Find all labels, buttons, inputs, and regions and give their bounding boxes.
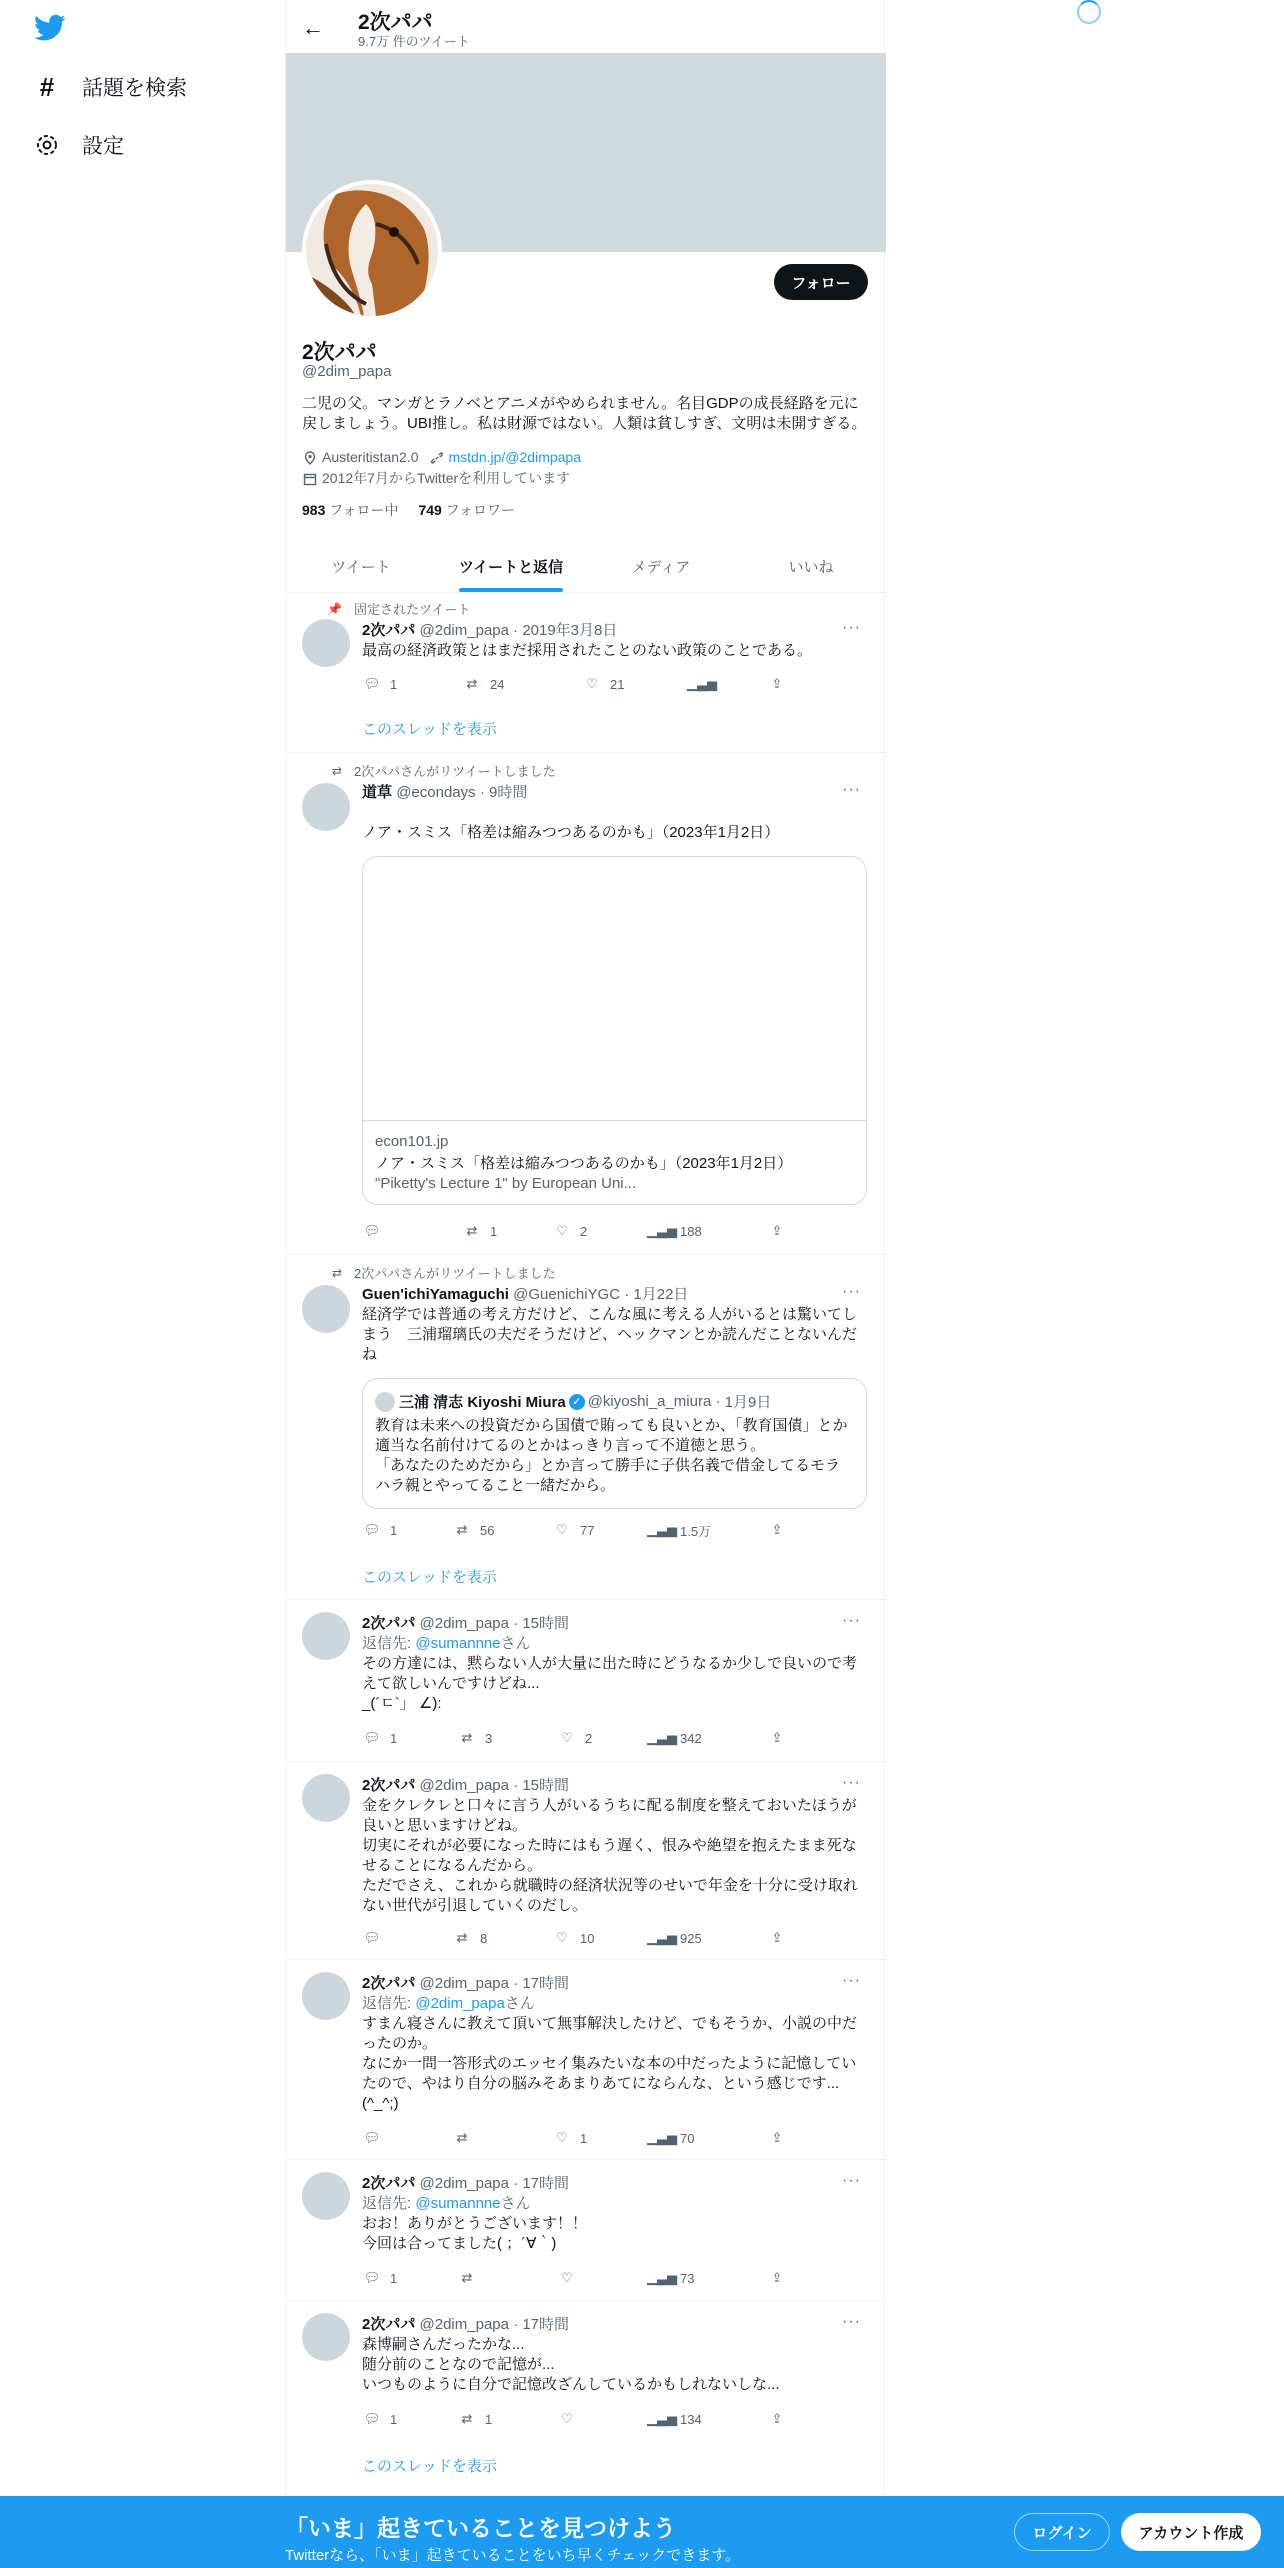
reply-button[interactable]: 💬︎ 1 xyxy=(362,1520,397,1540)
more-options-icon[interactable]: ··· xyxy=(842,1612,861,1629)
tweet-time[interactable]: 17時間 xyxy=(522,2175,569,2192)
tab-tweets[interactable]: ツイート xyxy=(331,558,391,576)
analytics-icon: ▁▃▅ xyxy=(647,1522,677,1537)
tweet-author-handle[interactable]: @2dim_papa xyxy=(419,1615,509,1632)
header-tweet-count: 9.7万 件のツイート xyxy=(358,34,470,49)
tweet-actions xyxy=(362,2409,802,2429)
header-title: 2次パパ xyxy=(358,11,433,34)
share-icon: ⇪ xyxy=(771,1223,783,1238)
reply-icon: 💬︎ xyxy=(363,2411,381,2426)
tweet-item[interactable] xyxy=(286,1762,886,1960)
retweet-button[interactable] xyxy=(452,2128,480,2148)
tweet-text: おお！ありがとうございます！！ 今回は合ってました( ；´∀｀) xyxy=(362,2215,588,2252)
reply-to-label: 返信先: xyxy=(362,2195,416,2212)
more-options-icon[interactable]: ··· xyxy=(842,1972,861,1989)
analytics-icon: ▁▃▅ xyxy=(647,1730,677,1745)
tweet-item[interactable] xyxy=(286,1960,886,2160)
tweet-text: 金をクレクレと口々に言う人がいるうちに配る制度を整えておいたほうが良いと思いますけどね。 切実にそれが必要になった時にはもう遅く、恨みや絶望を抱えたまま死なせることになるんだから。 ただでさえ、これから就職時の経済状況等のせいで年金を十分に受け取れない世代が引退していくのだし。 xyxy=(362,1797,858,1914)
tweet-header: 2次パパ @2dim_papa · 17時間 xyxy=(362,2316,569,2333)
reply-to-handle[interactable]: @2dim_papa xyxy=(415,1995,505,2012)
tweet-author-handle[interactable]: @2dim_papa xyxy=(419,2175,509,2192)
tweet-time[interactable]: 2019年3月8日 xyxy=(522,622,618,639)
signup-prompt-subtitle: Twitterなら、「いま」起きていることをいち早くチェックできます。 xyxy=(285,2547,741,2564)
reply-icon: 💬︎ xyxy=(363,676,381,691)
profile-bio: 二児の父。マンガとラノベとアニメがやめられません。名目GDPの成長経路を元に戻しましょう。UBI推し。私は財源ではない。人類は貧しすぎ、文明は未開すぎる。 xyxy=(302,395,867,432)
heart-icon: ♡ xyxy=(586,676,598,691)
loading-spinner-icon xyxy=(1077,0,1101,24)
quoted-tweet-header: 三浦 清志 Kiyoshi Miura ✓ @kiyoshi_a_miura · 1月9日 xyxy=(375,1391,854,1412)
tweet-author-name[interactable]: Guen'ichiYamaguchi xyxy=(362,1286,509,1303)
back-arrow-icon[interactable]: ← xyxy=(302,15,324,40)
more-options-icon[interactable]: ··· xyxy=(842,2172,861,2189)
tweet-time[interactable]: 17時間 xyxy=(522,2316,569,2333)
heart-icon: ♡ xyxy=(561,1730,573,1745)
reply-icon: 💬︎ xyxy=(363,2270,381,2285)
retweet-button[interactable]: ⇄ 1 xyxy=(462,1221,497,1241)
heart-icon: ♡ xyxy=(556,2130,568,2145)
tweet-text: 森博嗣さんだったかな... 随分前のことなので記憶が... いつものように自分で記憶改ざんしているかもしれないしな... xyxy=(362,2336,780,2393)
heart-icon: ♡ xyxy=(556,1223,568,1238)
reply-to-handle[interactable]: @sumannne xyxy=(415,2195,501,2212)
more-options-icon[interactable]: ··· xyxy=(842,2313,861,2330)
analytics-icon: ▁▃▅ xyxy=(647,2270,677,2285)
avatar[interactable] xyxy=(302,2172,350,2220)
avatar[interactable] xyxy=(302,2313,350,2361)
heart-icon: ♡ xyxy=(561,2270,573,2285)
profile-avatar[interactable] xyxy=(302,180,442,320)
share-icon: ⇪ xyxy=(771,1522,783,1537)
heart-icon: ♡ xyxy=(561,2411,573,2426)
quoted-author-handle: @kiyoshi_a_miura xyxy=(587,1393,712,1410)
tweet-item[interactable] xyxy=(286,593,886,753)
tweet-author-handle[interactable]: @econdays xyxy=(396,784,476,801)
show-thread-link[interactable]: このスレッドを表示 xyxy=(362,2458,497,2475)
tweet-time[interactable]: 15時間 xyxy=(522,1777,569,1794)
tweet-author-name[interactable]: 2次パパ xyxy=(362,622,416,639)
tweet-author-handle[interactable]: @2dim_papa xyxy=(419,1975,509,1992)
more-options-icon[interactable]: ··· xyxy=(842,1283,861,1300)
twitter-logo-icon[interactable] xyxy=(34,14,66,42)
retweet-icon: ⇄ xyxy=(456,1930,468,1945)
card-image xyxy=(363,857,866,1121)
tweet-header: Guen'ichiYamaguchi @GuenichiYGC · 1月22日 xyxy=(362,1286,689,1303)
tab-media[interactable]: メディア xyxy=(631,558,691,576)
signup-button[interactable]: アカウント作成 xyxy=(1121,2513,1261,2551)
more-options-icon[interactable]: ··· xyxy=(842,619,861,636)
tweet-author-handle[interactable]: @2dim_papa xyxy=(419,1777,509,1794)
gear-icon xyxy=(34,132,60,158)
card-description: "Piketty's Lecture 1" by European Uni... xyxy=(375,1175,637,1192)
reply-button[interactable]: 💬︎ 1 xyxy=(362,674,397,694)
location-icon xyxy=(302,450,318,466)
analytics-icon: ▁▃▅ xyxy=(647,1930,677,1945)
link-icon xyxy=(429,450,445,466)
retweet-button[interactable]: ⇄ 56 xyxy=(452,1520,494,1540)
avatar[interactable] xyxy=(302,1972,350,2020)
reply-button[interactable] xyxy=(362,1221,390,1241)
share-icon: ⇪ xyxy=(771,2411,783,2426)
link-card[interactable] xyxy=(362,856,867,1205)
tweet-author-name[interactable]: 2次パパ xyxy=(362,2175,416,2192)
views-button[interactable]: ▁▃▅ 342 xyxy=(652,1728,702,1748)
profile-name: 2次パパ xyxy=(302,341,377,364)
reply-button[interactable]: 💬︎ 1 xyxy=(362,2409,397,2429)
calendar-icon xyxy=(302,471,318,487)
tweet-body: 返信先: @2dim_papaさん すまん寝さんに教えて頂いて無事解決したけど、でもそうか、小説の中だったのか。 なにか一問一答形式のエッセイ集みたいな本の中だったように記憶していたので、やはり自分の脳みそあまりあてにならんな、という感じです... (^_^;) xyxy=(362,1995,858,2112)
like-button[interactable]: ♡ 10 xyxy=(552,1928,594,1948)
reply-icon: 💬︎ xyxy=(363,1930,381,1945)
tweet-item[interactable] xyxy=(286,753,886,1255)
profile-handle: @2dim_papa xyxy=(302,363,392,380)
reply-button[interactable] xyxy=(362,1928,390,1948)
reply-to-handle[interactable]: @sumannne xyxy=(415,1635,501,1652)
nav-explore-label: 話題を検索 xyxy=(82,77,187,100)
share-icon: ⇪ xyxy=(771,1730,783,1745)
following-link[interactable]: 983 フォロー中 xyxy=(302,502,399,518)
views-button[interactable]: ▁▃▅ 70 xyxy=(652,2128,694,2148)
tweet-item[interactable] xyxy=(286,2160,886,2301)
tweet-text: 経済学では普通の考え方だけど、こんな風に考える人がいるとは驚いてしまう 三浦瑠璃氏の夫だそうだけど、ヘックマンとか読んだことないんだね xyxy=(362,1306,858,1363)
reply-icon: 💬︎ xyxy=(363,1522,381,1537)
like-button[interactable] xyxy=(557,2409,585,2429)
retweet-icon: ⇄ xyxy=(461,2411,473,2426)
quoted-author-name: 三浦 清志 Kiyoshi Miura xyxy=(399,1394,566,1411)
views-button[interactable] xyxy=(687,674,720,694)
views-button[interactable]: ▁▃▅ 134 xyxy=(652,2409,702,2429)
hash-icon: # xyxy=(39,71,55,102)
reply-icon: 💬︎ xyxy=(363,2130,381,2145)
tweet-header: 道草 @econdays · 9時間 xyxy=(362,784,528,801)
signup-prompt-title: 「いま」起きていることを見つけよう xyxy=(285,2515,676,2541)
tweet-actions xyxy=(362,1520,802,1540)
retweet-button[interactable] xyxy=(457,2268,485,2288)
tweet-actions xyxy=(362,1728,802,1748)
profile-location: Austeritistan2.0 xyxy=(322,449,419,465)
retweet-icon: ⇄ xyxy=(466,676,478,691)
tweet-header: 2次パパ @2dim_papa · 15時間 xyxy=(362,1615,569,1632)
nav-settings-label: 設定 xyxy=(82,135,124,158)
reply-button[interactable]: 💬︎ 1 xyxy=(362,1728,397,1748)
tweet-text: すまん寝さんに教えて頂いて無事解決したけど、でもそうか、小説の中だったのか。 なにか一問一答形式のエッセイ集みたいな本の中だったように記憶していたので、やはり自分の脳みそあまりあてにならんな、という感じです... (^_^;) xyxy=(362,2015,858,2112)
tweet-header: 2次パパ @2dim_papa · 2019年3月8日 xyxy=(362,622,618,639)
retweet-button[interactable]: ⇄ 8 xyxy=(452,1928,487,1948)
tweet-context: ⇄ 2次パパさんがリツイートしました xyxy=(326,761,556,780)
tweet-time[interactable]: 17時間 xyxy=(522,1975,569,1992)
views-button[interactable]: ▁▃▅ 1.5万 xyxy=(647,1522,712,1539)
share-button[interactable] xyxy=(767,1928,795,1948)
reply-icon: 💬︎ xyxy=(363,1223,381,1238)
quoted-tweet[interactable] xyxy=(362,1378,867,1509)
profile-stats xyxy=(302,500,515,520)
tweet-text: その方達には、黙らない人が大量に出た時にどうなるか少しで良いので考えて欲しいんですけどね... _(´ㄷ`」 ∠): xyxy=(362,1655,858,1712)
share-icon: ⇪ xyxy=(771,1930,783,1945)
reply-button[interactable] xyxy=(362,2128,390,2148)
profile-meta xyxy=(302,447,581,489)
tweet-author-handle[interactable]: @GuenichiYGC xyxy=(513,1286,621,1303)
tweet-item[interactable] xyxy=(286,2301,886,2496)
verified-badge-icon: ✓ xyxy=(569,1394,585,1410)
retweet-icon: ⇄ xyxy=(456,1522,468,1537)
retweet-button[interactable]: ⇄ 3 xyxy=(457,1728,492,1748)
card-title: ノア・スミス「格差は縮みつつあるのかも」（2023年1月2日） xyxy=(375,1155,793,1172)
tweet-time[interactable]: 15時間 xyxy=(522,1615,569,1632)
card-domain: econ101.jp xyxy=(375,1133,449,1150)
retweet-button[interactable]: ⇄ 1 xyxy=(457,2409,492,2429)
quoted-text: 教育は未来への投資だから国債で賄っても良いとか、「教育国債」とか適当な名前付けてるのとかはっきり言って不道徳と思う。 「あなたのためだから」とか言って勝手に子供名義で借金してるモラハラ親とやってること一緒だから。 xyxy=(375,1417,848,1494)
avatar xyxy=(375,1392,395,1412)
tweet-actions xyxy=(362,2268,802,2288)
tweet-time[interactable]: 9時間 xyxy=(488,784,528,801)
retweet-icon: ⇄ xyxy=(466,1223,478,1238)
login-button[interactable]: ログイン xyxy=(1014,2513,1110,2551)
share-button[interactable] xyxy=(767,1728,795,1748)
analytics-icon: ▁▃▅ xyxy=(647,2130,677,2145)
more-options-icon[interactable]: ··· xyxy=(842,1774,861,1791)
nav-explore[interactable] xyxy=(34,72,187,102)
tweet-item[interactable] xyxy=(286,1600,886,1762)
signup-prompt-bar xyxy=(0,2496,1284,2568)
show-thread-link[interactable]: このスレッドを表示 xyxy=(362,721,497,738)
share-icon: ⇪ xyxy=(771,2130,783,2145)
followers-link[interactable]: 749 フォロワー xyxy=(418,502,516,518)
share-button[interactable] xyxy=(767,2128,795,2148)
tweet-body: 返信先: @sumannneさん おお！ありがとうございます！！ 今回は合ってました( ；´∀｀) xyxy=(362,2195,588,2252)
tweet-context: 📌 固定されたツイート xyxy=(327,601,471,617)
tweet-context: ⇄ 2次パパさんがリツイートしました xyxy=(326,1263,556,1282)
nav-settings[interactable] xyxy=(34,130,124,160)
retweet-button[interactable]: ⇄ 24 xyxy=(462,674,504,694)
reply-to-label: 返信先: xyxy=(362,1635,416,1652)
share-button[interactable] xyxy=(767,674,795,694)
share-button[interactable] xyxy=(767,2409,795,2429)
more-options-icon[interactable]: ··· xyxy=(842,781,861,798)
tweet-header: 2次パパ @2dim_papa · 17時間 xyxy=(362,1975,569,1992)
like-button[interactable] xyxy=(557,2268,585,2288)
tweet-header: 2次パパ @2dim_papa · 15時間 xyxy=(362,1777,569,1794)
avatar[interactable] xyxy=(302,1612,350,1660)
avatar[interactable] xyxy=(302,1285,350,1333)
analytics-icon: ▁▃▅ xyxy=(687,676,717,691)
share-button[interactable] xyxy=(767,2268,795,2288)
avatar[interactable] xyxy=(302,619,350,667)
tweet-actions xyxy=(362,2128,802,2148)
analytics-icon: ▁▃▅ xyxy=(647,1223,677,1238)
like-button[interactable]: ♡ 2 xyxy=(557,1728,592,1748)
views-button[interactable]: ▁▃▅ 188 xyxy=(652,1221,702,1241)
retweet-icon: ⇄ xyxy=(461,1730,473,1745)
like-button[interactable]: ♡ 21 xyxy=(582,674,624,694)
tweet-actions xyxy=(362,1928,802,1948)
avatar[interactable] xyxy=(302,783,350,831)
heart-icon: ♡ xyxy=(556,1522,568,1537)
retweet-icon: ⇄ xyxy=(331,1265,342,1280)
tweet-author-handle[interactable]: @2dim_papa xyxy=(419,622,509,639)
follow-button[interactable]: フォロー xyxy=(774,264,868,300)
views-button[interactable]: ▁▃▅ 73 xyxy=(652,2268,694,2288)
retweet-icon: ⇄ xyxy=(456,2130,468,2145)
tweet-author-name[interactable]: 2次パパ xyxy=(362,2316,416,2333)
main-column xyxy=(285,0,885,2568)
avatar[interactable] xyxy=(302,1774,350,1822)
like-button[interactable]: ♡ 1 xyxy=(552,2128,587,2148)
profile-header xyxy=(286,0,886,53)
profile-tabs xyxy=(286,540,886,593)
tweet-author-name[interactable]: 2次パパ xyxy=(362,1777,416,1794)
analytics-icon: ▁▃▅ xyxy=(647,2411,677,2426)
profile-link[interactable]: mstdn.jp/@2dimpapa xyxy=(448,449,582,465)
quoted-time: 1月9日 xyxy=(724,1394,772,1411)
heart-icon: ♡ xyxy=(556,1930,568,1945)
profile-joined: 2012年7月からTwitterを利用しています xyxy=(322,470,571,486)
tweet-item[interactable] xyxy=(286,1255,886,1600)
share-button[interactable] xyxy=(767,1221,795,1241)
retweet-icon: ⇄ xyxy=(331,763,342,778)
tweet-body: 返信先: @sumannneさん その方達には、黙らない人が大量に出た時にどうなるか少しで良いので考えて欲しいんですけどね... _(´ㄷ`」 ∠): xyxy=(362,1635,858,1712)
tweet-author-handle[interactable]: @2dim_papa xyxy=(419,2316,509,2333)
tweet-author-name[interactable]: 2次パパ xyxy=(362,1615,416,1632)
tweet-author-name[interactable]: 道草 xyxy=(362,784,393,801)
tweet-text: 最高の経済政策とはまだ採用されたことのない政策のことである。 xyxy=(362,642,813,659)
reply-button[interactable]: 💬︎ 1 xyxy=(362,2268,397,2288)
share-icon: ⇪ xyxy=(771,2270,783,2285)
retweet-icon: ⇄ xyxy=(461,2270,473,2285)
reply-icon: 💬︎ xyxy=(363,1730,381,1745)
tweet-actions xyxy=(362,674,802,694)
share-icon: ⇪ xyxy=(771,676,783,691)
tweet-author-name[interactable]: 2次パパ xyxy=(362,1975,416,1992)
tweet-text: ノア・スミス「格差は縮みつつあるのかも」（2023年1月2日） xyxy=(362,803,867,903)
tweet-header: 2次パパ @2dim_papa · 17時間 xyxy=(362,2175,569,2192)
like-button[interactable]: ♡ 2 xyxy=(552,1221,587,1241)
reply-to-label: 返信先: xyxy=(362,1995,416,2012)
tab-tweets-and-replies[interactable]: ツイートと返信 xyxy=(436,540,586,592)
show-thread-link[interactable]: このスレッドを表示 xyxy=(362,1569,497,1586)
like-button[interactable]: ♡ 77 xyxy=(552,1520,594,1540)
share-button[interactable] xyxy=(767,1520,795,1540)
pin-icon: 📌 xyxy=(327,601,342,616)
tweet-actions xyxy=(362,1221,802,1241)
tweet-time[interactable]: 1月22日 xyxy=(633,1286,689,1303)
views-button[interactable]: ▁▃▅ 925 xyxy=(652,1928,702,1948)
tab-likes[interactable]: いいね xyxy=(788,558,834,576)
